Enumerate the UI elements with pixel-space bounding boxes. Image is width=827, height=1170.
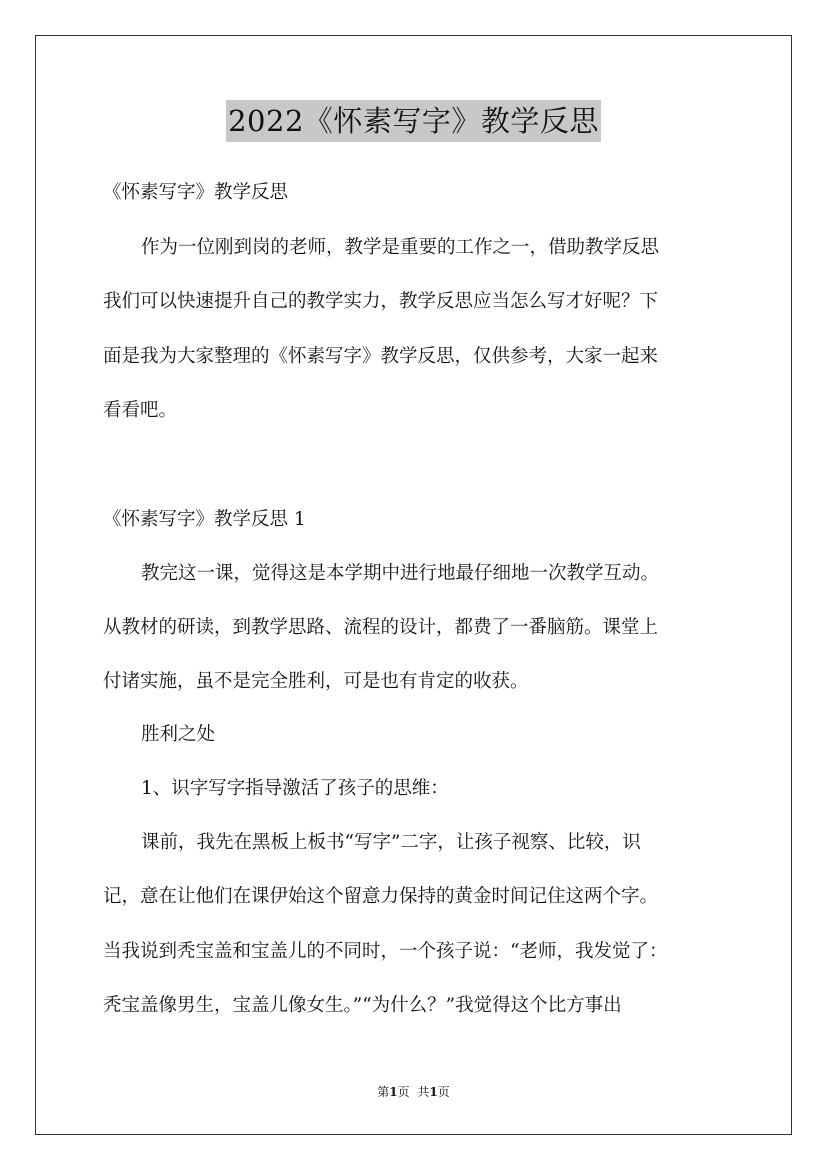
paragraph-line: 从教材的研读，到教学思路、流程的设计，都费了一番脑筋。课堂上: [103, 617, 659, 638]
footer-total-number: 1: [429, 1085, 438, 1099]
paragraph-line: 秃宝盖像男生，宝盖儿像女生。”“为什么？”我觉得这个比方事出: [103, 995, 622, 1016]
paragraph-line: 课前，我先在黑板上板书“写字”二字，让孩子视察、比较，识: [141, 832, 641, 853]
intro-line: 看看吧。: [103, 400, 178, 421]
footer-total-prefix: 共: [417, 1085, 430, 1099]
paragraph-line: 教完这一课，觉得这是本学期中进行地最仔细地一次教学互动。: [141, 563, 660, 584]
intro-line: 我们可以快速提升自己的教学实力，教学反思应当怎么写才好呢？下: [103, 291, 659, 312]
list-item: 1、识字写字指导激活了孩子的思维：: [141, 778, 449, 799]
paragraph-line: 当我说到秃宝盖和宝盖儿的不同时，一个孩子说：“老师，我发觉了：: [103, 941, 668, 962]
paragraph-line: 付诸实施，虽不是完全胜利，可是也有肯定的收获。: [103, 671, 529, 692]
document-title: 2022《怀素写字》教学反思: [226, 100, 601, 142]
page-footer: [0, 1083, 827, 1100]
footer-page-prefix: 第: [377, 1085, 390, 1099]
intro-line: 作为一位刚到岗的老师，教学是重要的工作之一，借助教学反思: [141, 237, 660, 258]
footer-total-suffix: 页: [437, 1085, 450, 1099]
subheading-success: 胜利之处: [141, 724, 216, 745]
subtitle: 《怀素写字》教学反思: [103, 182, 289, 203]
intro-line: 面是我为大家整理的《怀素写字》教学反思，仅供参考，大家一起来: [103, 346, 659, 367]
footer-page-suffix: 页: [397, 1085, 410, 1099]
footer-page-number: 1: [389, 1085, 398, 1099]
title-container: [0, 100, 827, 142]
section-heading: 《怀素写字》教学反思 1: [103, 509, 306, 530]
paragraph-line: 记，意在让他们在课伊始这个留意力保持的黄金时间记住这两个字。: [103, 886, 659, 907]
